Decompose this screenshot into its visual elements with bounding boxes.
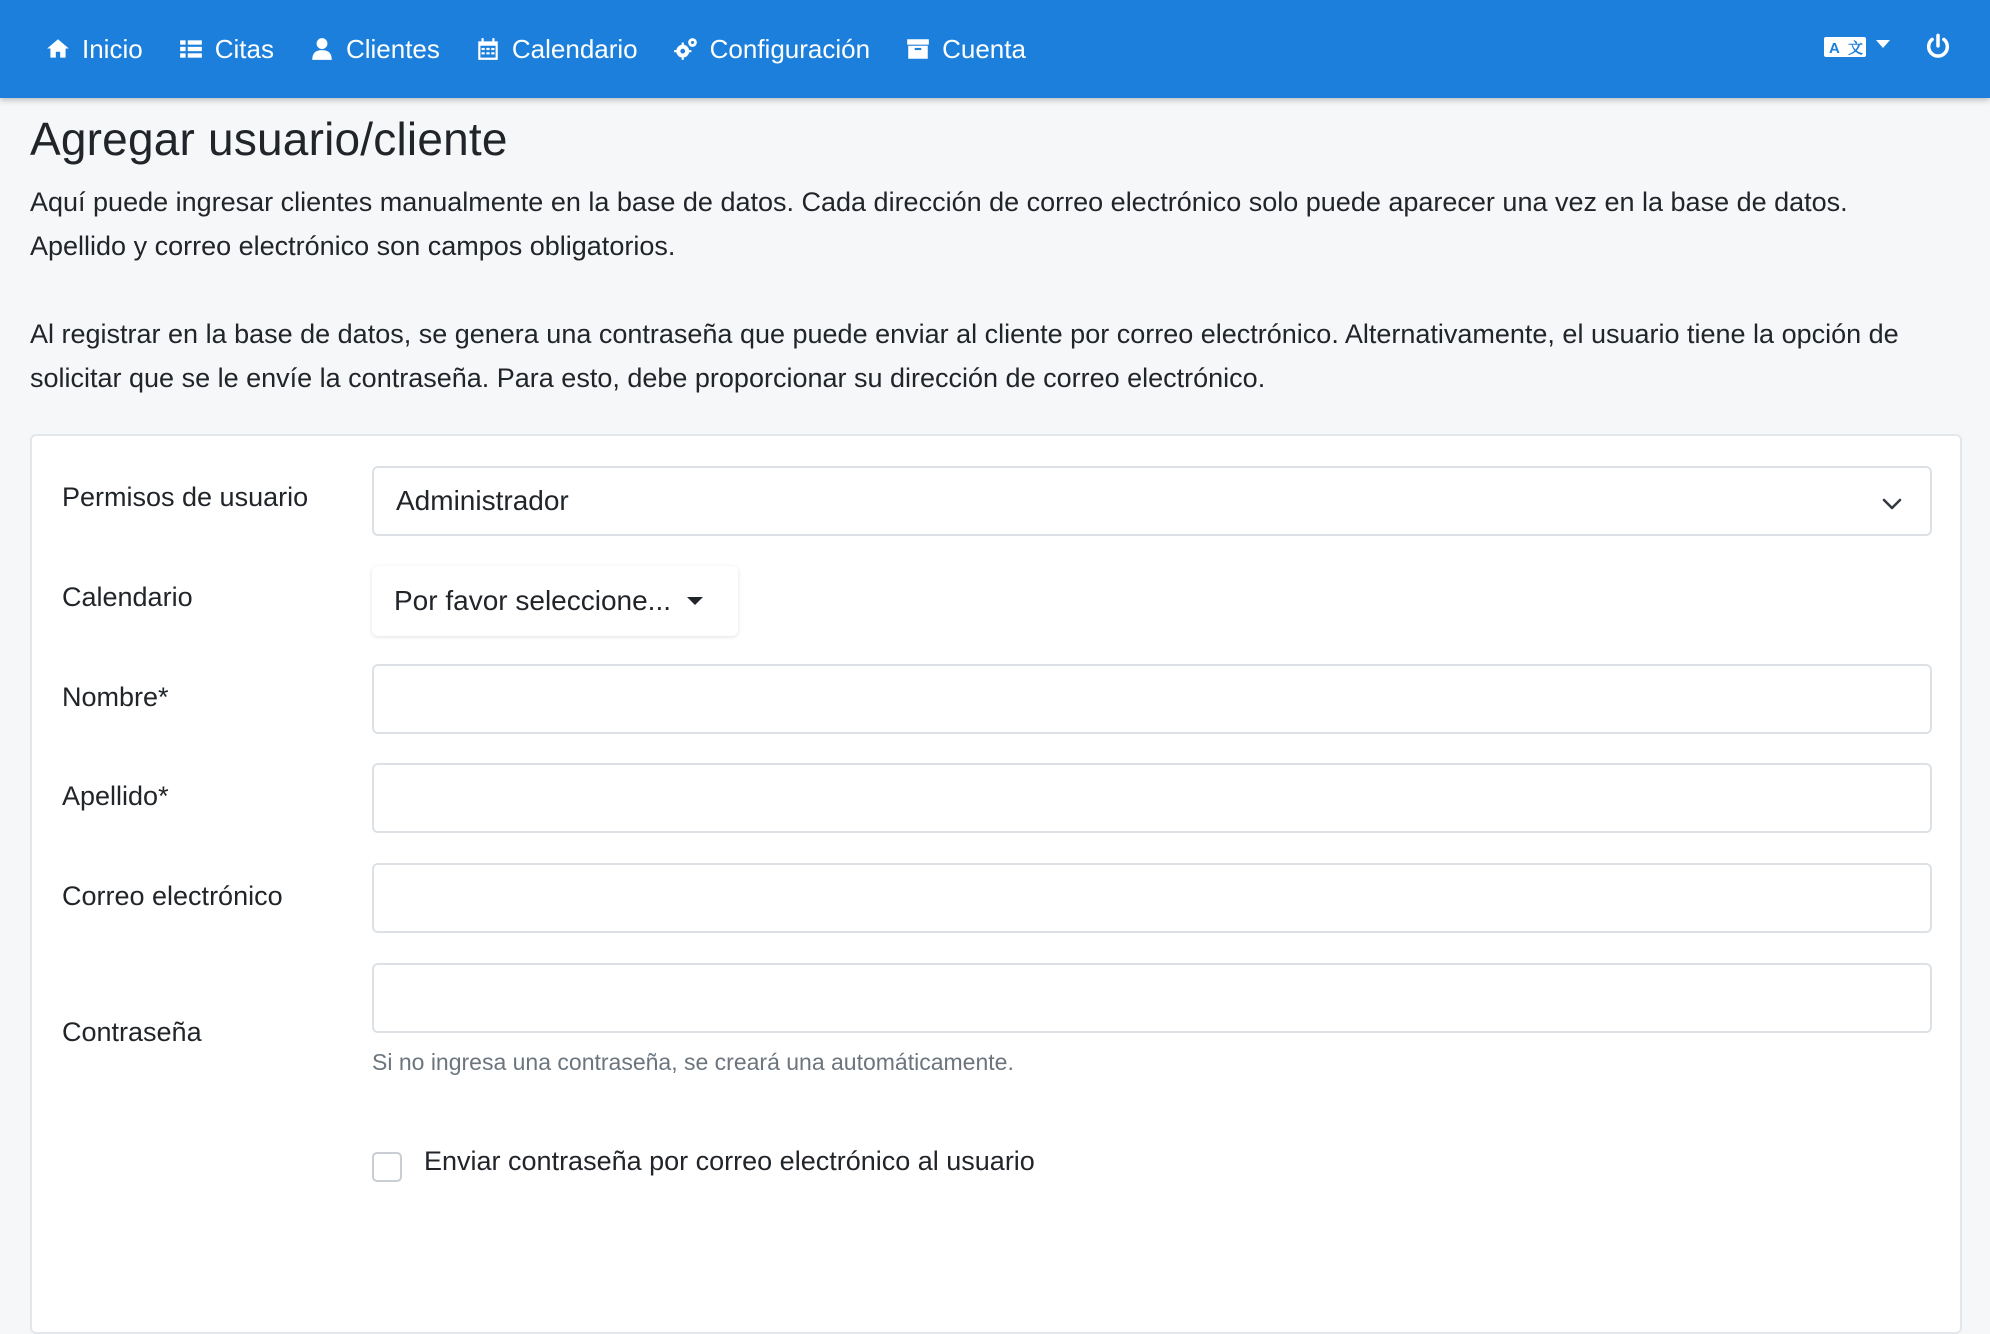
nav-item-label: Configuración xyxy=(709,33,871,64)
nav-item-calendario[interactable] xyxy=(474,34,638,65)
intro-paragraph-2: Al registrar en la base de datos, se genera una contraseña que puede enviar al cliente por correo electrónico. Alternativamente, el usuario tiene la opción de solicitar que se le envíe la contraseña. Para esto, debe proporcionar su dirección de correo electrónico. xyxy=(30,319,1899,393)
main-content xyxy=(30,98,1962,1176)
logout-button[interactable] xyxy=(1924,33,1952,66)
send-password-checkbox[interactable] xyxy=(372,1152,402,1182)
nav-item-configuracion[interactable] xyxy=(672,34,870,65)
user-form-card xyxy=(30,434,1962,1334)
calendar-icon xyxy=(474,35,502,63)
nav-right xyxy=(1824,0,1952,98)
calendar-label: Calendario xyxy=(62,582,193,612)
permissions-label: Permisos de usuario xyxy=(62,482,309,512)
first-name-label: Nombre* xyxy=(62,682,169,712)
nav-item-label: Clientes xyxy=(345,33,440,64)
password-input[interactable] xyxy=(372,963,1932,1033)
svg-text:文: 文 xyxy=(1848,39,1864,57)
email-label: Correo electrónico xyxy=(62,881,283,911)
last-name-label: Apellido* xyxy=(62,781,169,811)
email-input[interactable] xyxy=(372,863,1932,933)
chevron-down-icon xyxy=(1876,40,1890,48)
nav-item-inicio[interactable] xyxy=(44,34,143,65)
nav-item-citas[interactable] xyxy=(177,34,274,65)
power-icon xyxy=(1924,33,1952,66)
translate-icon xyxy=(1824,35,1866,64)
password-help-text: Si no ingresa una contraseña, se creará una automáticamente. xyxy=(372,1049,1014,1075)
list-icon xyxy=(177,35,205,63)
calendar-dropdown-value: Por favor seleccione... xyxy=(394,585,672,616)
nav-menu xyxy=(0,34,1060,65)
send-password-label[interactable]: Enviar contraseña por correo electrónico al usuario xyxy=(424,1146,1035,1176)
nav-item-label: Cuenta xyxy=(942,33,1026,64)
nav-item-label: Citas xyxy=(214,33,274,64)
archive-icon xyxy=(904,35,932,63)
home-icon xyxy=(44,35,72,63)
chevron-down-icon xyxy=(1880,492,1904,516)
first-name-input[interactable] xyxy=(372,664,1932,734)
top-navbar xyxy=(0,0,1990,98)
nav-item-label: Calendario xyxy=(511,33,638,64)
cogs-icon xyxy=(672,35,700,63)
permissions-select[interactable] xyxy=(372,466,1932,536)
calendar-dropdown[interactable] xyxy=(372,566,738,636)
nav-item-cuenta[interactable] xyxy=(904,34,1026,65)
nav-item-clientes[interactable] xyxy=(308,34,440,65)
page-title: Agregar usuario/cliente xyxy=(30,113,508,165)
permissions-select-value: Administrador xyxy=(396,485,569,516)
svg-text:A: A xyxy=(1829,39,1840,57)
caret-down-icon xyxy=(687,597,703,605)
user-icon xyxy=(308,35,336,63)
password-label: Contraseña xyxy=(62,1017,202,1047)
language-dropdown[interactable] xyxy=(1824,35,1890,64)
intro-paragraph-1: Aquí puede ingresar clientes manualmente en la base de datos. Cada dirección de correo electrónico solo puede aparecer una vez en la base de datos. Apellido y correo electrónico son campos obligatorios. xyxy=(30,187,1848,261)
last-name-input[interactable] xyxy=(372,763,1932,833)
nav-item-label: Inicio xyxy=(82,33,143,64)
